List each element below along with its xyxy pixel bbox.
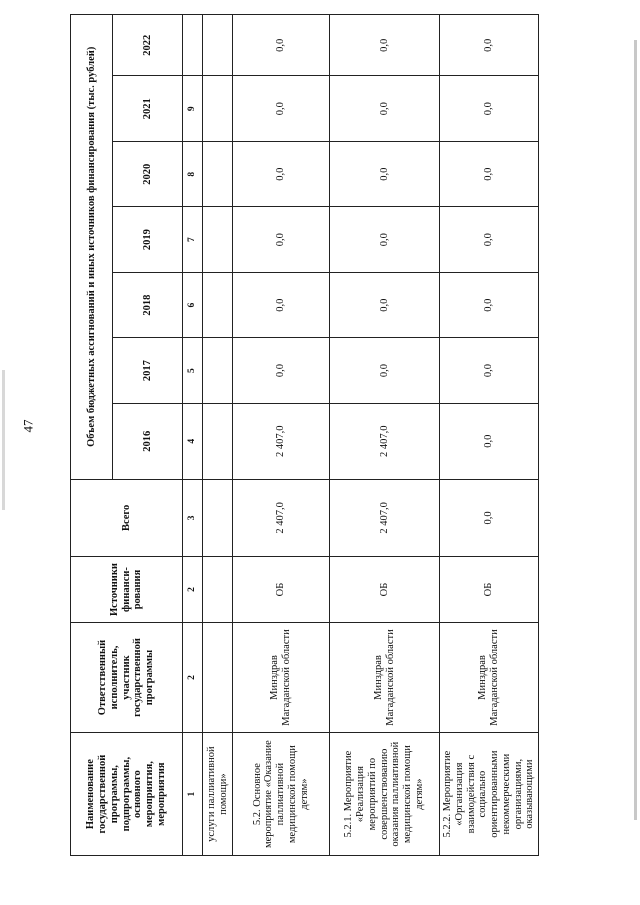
row-name: 5.2. Основное мероприятие «Оказание паллиативной медицинской помощи детям» — [233, 733, 330, 856]
row-year-value: 0,0 — [440, 403, 539, 479]
rotated-budget-table — [70, 14, 536, 856]
empty-cell — [203, 76, 233, 141]
empty-cell — [203, 272, 233, 337]
empty-cell — [203, 207, 233, 272]
row-source: ОБ — [233, 557, 330, 622]
row-year-value: 0,0 — [330, 207, 440, 272]
row-year-value: 0,0 — [440, 272, 539, 337]
row-year-value: 0,0 — [233, 15, 330, 76]
row-name: 5.2.1. Мероприятие «Реализация мероприятий по совершенствованию оказания паллиативной медицинской помощи детям» — [330, 733, 440, 856]
row-year-value: 0,0 — [330, 141, 440, 206]
table-row — [440, 15, 539, 856]
row-source: ОБ — [440, 557, 539, 622]
header-year: 2020 — [113, 141, 183, 206]
row-year-value: 0,0 — [440, 15, 539, 76]
row-year-value: 0,0 — [440, 338, 539, 403]
header-year: 2021 — [113, 76, 183, 141]
empty-cell — [203, 622, 233, 732]
row-executor: Минздрав Магаданской области — [233, 622, 330, 732]
row-executor: Минздрав Магаданской области — [330, 622, 440, 732]
empty-cell — [203, 338, 233, 403]
header-year: 2017 — [113, 338, 183, 403]
header-total: Всего — [71, 479, 183, 557]
page-number: 47 — [20, 419, 36, 433]
row-year-value: 0,0 — [330, 15, 440, 76]
header-year: 2022 — [113, 15, 183, 76]
header-name: Наименование государственной программы, подпрограммы, основного мероприятия, мероприятия — [71, 733, 183, 856]
table-row — [233, 15, 330, 856]
row-total: 0,0 — [440, 479, 539, 557]
row-year-value: 0,0 — [440, 141, 539, 206]
empty-cell — [203, 403, 233, 479]
budget-table — [70, 14, 539, 856]
row-year-value: 0,0 — [233, 76, 330, 141]
row-year-value: 2 407,0 — [233, 403, 330, 479]
empty-cell — [203, 15, 233, 76]
col-number: 9 — [183, 76, 203, 141]
row-year-value: 0,0 — [233, 338, 330, 403]
row-executor: Минздрав Магаданской области — [440, 622, 539, 732]
row-year-value: 0,0 — [233, 141, 330, 206]
row-year-value: 2 407,0 — [330, 403, 440, 479]
row-name: услуги паллиативной помощи» — [203, 733, 233, 856]
col-number: 5 — [183, 338, 203, 403]
row-year-value: 0,0 — [233, 207, 330, 272]
row-year-value: 0,0 — [330, 272, 440, 337]
row-source: ОБ — [330, 557, 440, 622]
row-year-value: 0,0 — [233, 272, 330, 337]
col-number: 4 — [183, 403, 203, 479]
row-total: 2 407,0 — [233, 479, 330, 557]
row-total: 2 407,0 — [330, 479, 440, 557]
empty-cell — [203, 557, 233, 622]
col-number: 3 — [183, 479, 203, 557]
col-number: 8 — [183, 141, 203, 206]
header-year: 2019 — [113, 207, 183, 272]
scan-edge-right — [634, 40, 637, 820]
col-number: 7 — [183, 207, 203, 272]
header-source: Источники финанси-рования — [71, 557, 183, 622]
scan-edge-left — [2, 370, 5, 510]
row-year-value: 0,0 — [330, 76, 440, 141]
table-row — [330, 15, 440, 856]
row-year-value: 0,0 — [440, 76, 539, 141]
col-number — [183, 15, 203, 76]
header-executor: Ответственный исполнитель, участник государственной программы — [71, 622, 183, 732]
header-year: 2018 — [113, 272, 183, 337]
table-row — [203, 15, 233, 856]
col-number: 2 — [183, 557, 203, 622]
row-year-value: 0,0 — [330, 338, 440, 403]
empty-cell — [203, 479, 233, 557]
empty-cell — [203, 141, 233, 206]
header-funding-group: Объем бюджетных ассигнований и иных источников финансирования (тыс. рублей) — [71, 15, 113, 480]
col-number: 1 — [183, 733, 203, 856]
col-number: 2 — [183, 622, 203, 732]
col-number: 6 — [183, 272, 203, 337]
header-year: 2016 — [113, 403, 183, 479]
row-year-value: 0,0 — [440, 207, 539, 272]
row-name: 5.2.2. Мероприятие «Организация взаимодействия с социально ориентированными некоммерческими организациями, оказывающими — [440, 733, 539, 856]
